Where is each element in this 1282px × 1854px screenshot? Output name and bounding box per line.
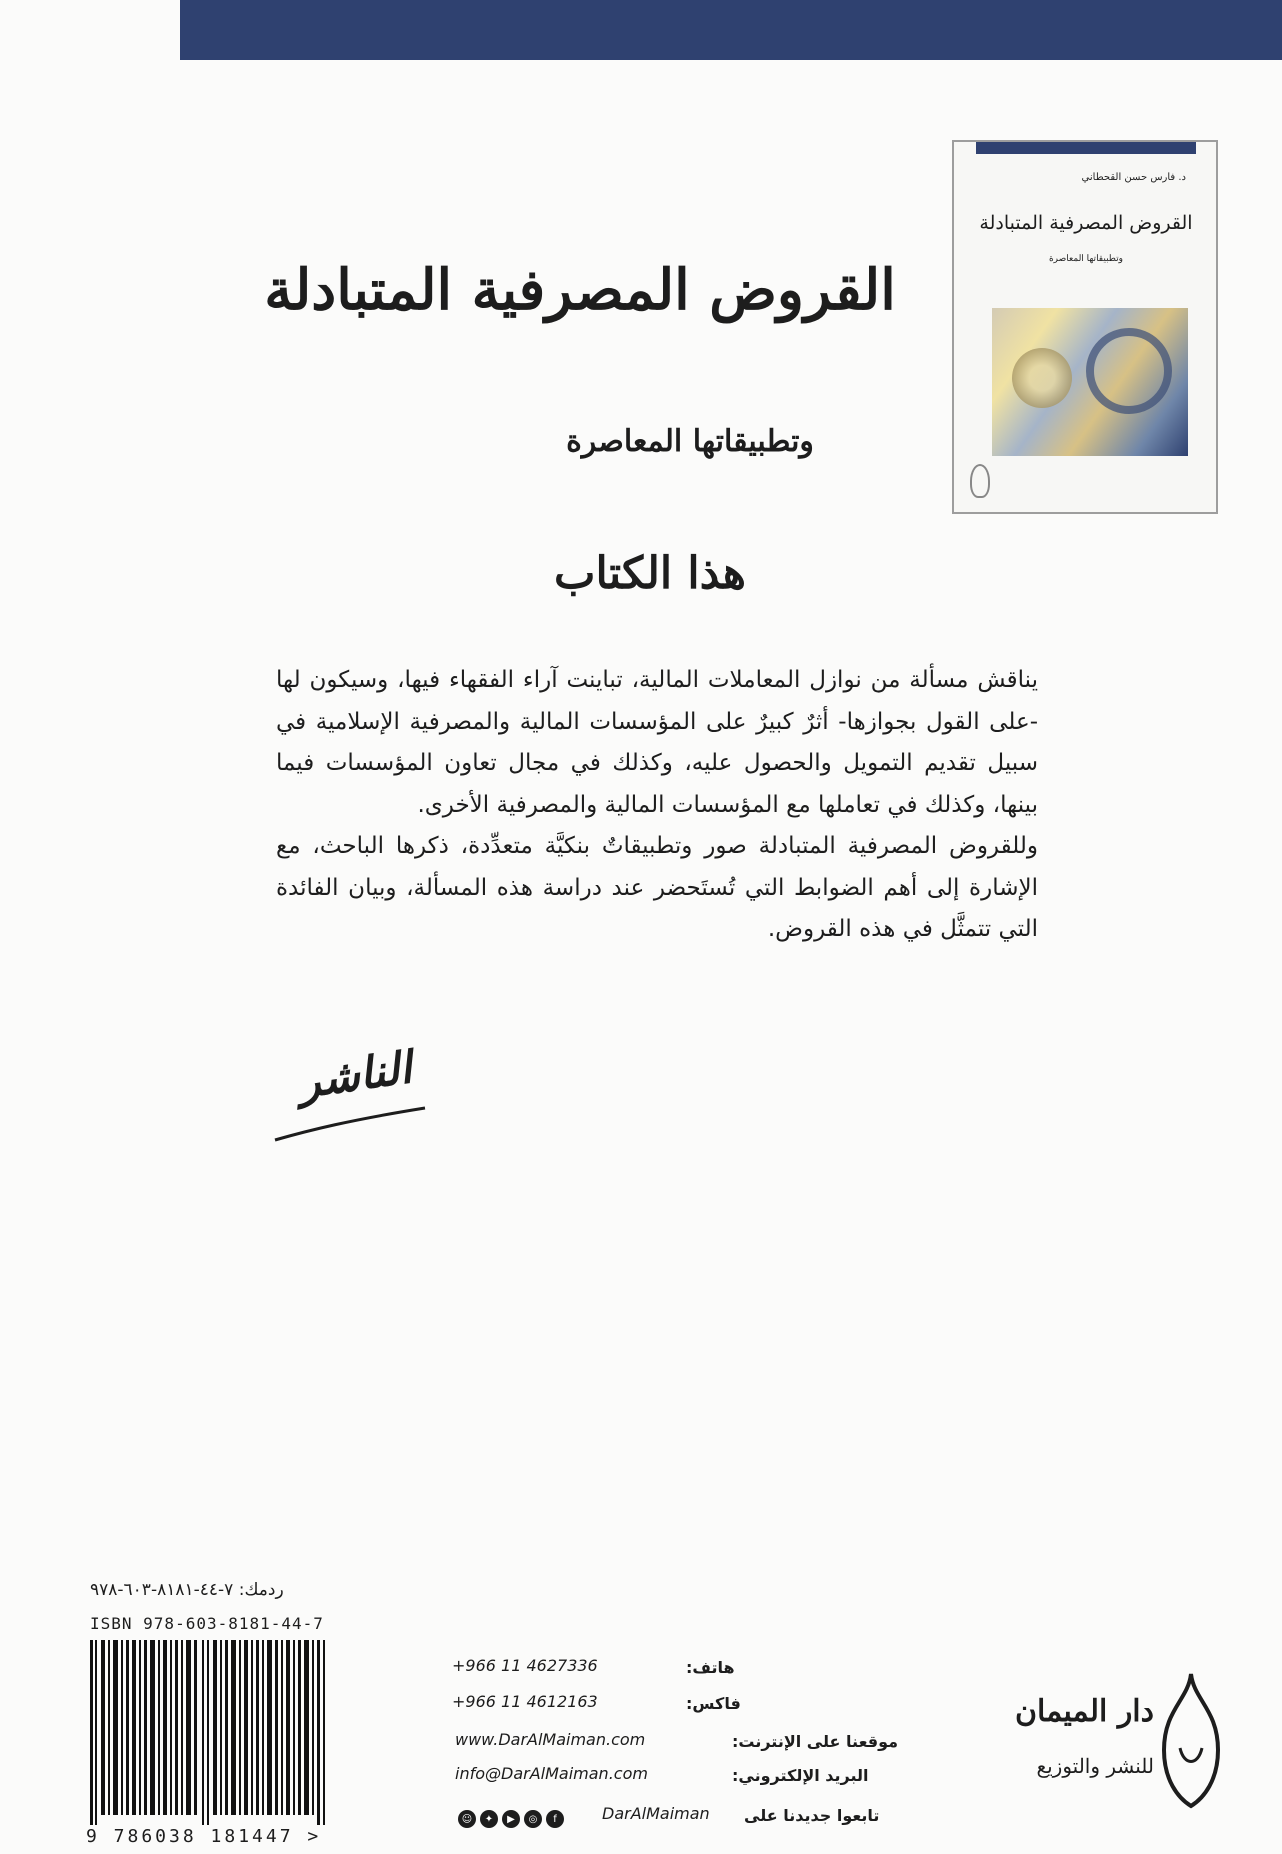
barcode-digits: 9 786038 181447 > [86, 1826, 322, 1847]
website-link[interactable]: www.DarAlMaiman.com [455, 1730, 646, 1749]
email-label: البريد الإلكتروني: [732, 1766, 869, 1785]
email-link[interactable]: info@DarAlMaiman.com [455, 1764, 648, 1783]
website-label: موقعنا على الإنترنت: [732, 1732, 899, 1751]
publisher-signature: الناشر [295, 1042, 415, 1109]
publisher-name: دار الميمان [1014, 1694, 1154, 1729]
thumbnail-title: القروض المصرفية المتبادلة [979, 212, 1193, 234]
blurb-paragraph-2: وللقروض المصرفية المتبادلة صور وتطبيقاتٌ بنكيَّة متعدِّدة، ذكرها الباحث، مع الإشارة إلى أهم الضوابط التي تُستَحضر عند دراسة هذه المسألة، وبيان الفائدة التي تتمثَّل في هذه القروض. [276, 833, 1038, 942]
blurb [276, 660, 1038, 951]
top-color-band [180, 0, 1282, 60]
fax-number: +966 11 4612163 [452, 1692, 598, 1711]
follow-label: تابعوا جديدنا على [744, 1806, 880, 1825]
publisher-mark-icon [1160, 1670, 1222, 1810]
thumbnail-subtitle: وتطبيقاتها المعاصرة [1048, 254, 1124, 264]
thumbnail-publisher-logo-icon [970, 464, 990, 498]
social-handle[interactable]: DarAlMaiman [602, 1804, 710, 1823]
twitter-icon[interactable]: ✦ [480, 1810, 498, 1828]
youtube-icon[interactable]: ▶ [502, 1810, 520, 1828]
isbn-arabic: ردمك: ٧-٤٤-٨١٨١-٦٠٣-٩٧٨ [90, 1580, 284, 1600]
section-heading: هذا الكتاب [554, 548, 746, 599]
instagram-icon[interactable]: ◎ [524, 1810, 542, 1828]
book-subtitle: وتطبيقاتها المعاصرة [566, 424, 814, 459]
social-icons [458, 1810, 564, 1828]
signature-underline [270, 1100, 430, 1150]
snapchat-icon[interactable]: ☺ [458, 1810, 476, 1828]
barcode [90, 1640, 330, 1825]
facebook-icon[interactable]: f [546, 1810, 564, 1828]
phone-number: +966 11 4627336 [452, 1656, 598, 1675]
publisher-logo [1002, 1670, 1222, 1830]
fax-label: فاكس: [686, 1694, 741, 1713]
isbn-latin: ISBN 978-603-8181-44-7 [90, 1614, 324, 1633]
publisher-tagline: للنشر والتوزيع [1036, 1754, 1154, 1778]
thumbnail-author: د. فارس حسن القحطاني [1081, 172, 1186, 183]
book-cover-thumbnail [952, 140, 1218, 514]
thumbnail-photo [992, 308, 1188, 456]
thumbnail-top-band [976, 142, 1196, 154]
book-title: القروض المصرفية المتبادلة [264, 257, 896, 323]
phone-label: هاتف: [686, 1658, 735, 1677]
blurb-paragraph-1: يناقش مسألة من نوازل المعاملات المالية، تباينت آراء الفقهاء فيها، وسيكون لها -على القول بجوازها- أثرٌ كبيرٌ على المؤسسات المالية والمصرفية الإسلامية في سبيل تقديم التمويل والحصول عليه، وكذلك في مجال تعاون المؤسسات فيما بينها، وكذلك في تعاملها مع المؤسسات المالية والمصرفية الأخرى. [276, 667, 1038, 818]
